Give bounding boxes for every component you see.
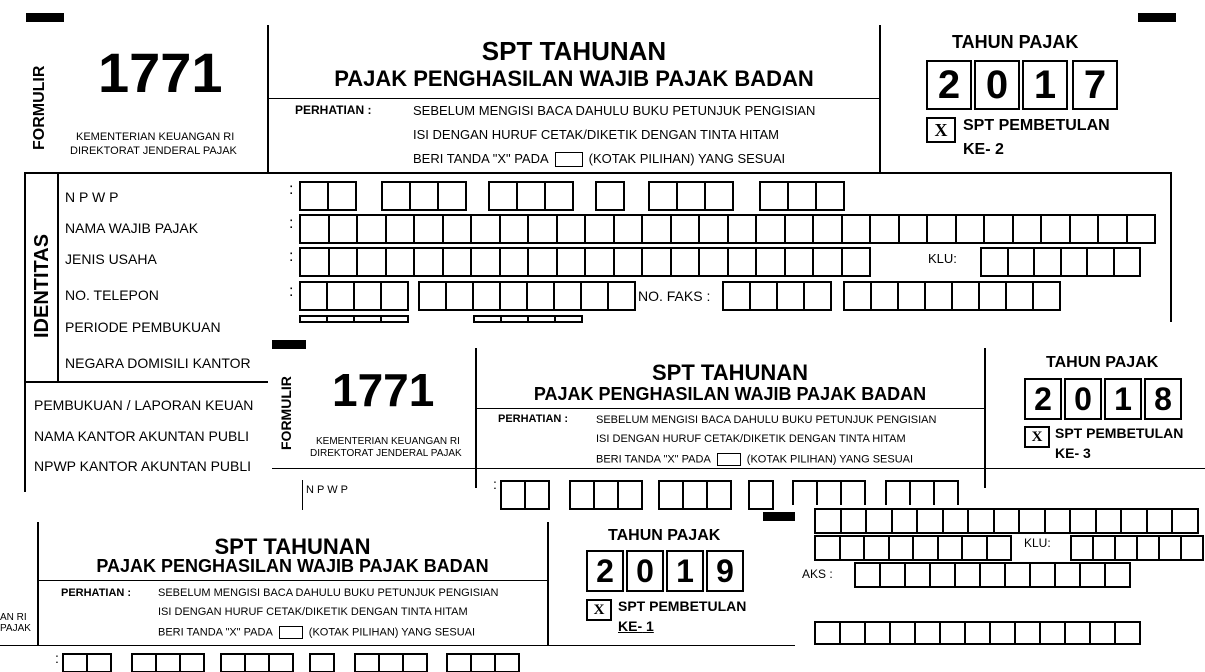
spt-pembetulan-label: SPT PEMBETULAN: [618, 598, 747, 614]
label-telepon: NO. TELEPON: [65, 287, 159, 303]
char-box[interactable]: [1069, 508, 1097, 534]
tahun-pajak-label: TAHUN PAJAK: [952, 32, 1079, 52]
char-box[interactable]: [939, 621, 966, 645]
char-box[interactable]: [380, 281, 409, 311]
char-box[interactable]: [787, 181, 817, 211]
char-box[interactable]: [356, 247, 387, 277]
perhatian-line-2: ISI DENGAN HURUF CETAK/DIKETIK DENGAN TINTA HITAM: [596, 433, 906, 445]
char-box[interactable]: [470, 247, 501, 277]
char-box[interactable]: [1114, 621, 1141, 645]
char-box[interactable]: [879, 562, 906, 588]
ke-label: KE- 2: [963, 141, 1004, 158]
label-periode: PERIODE PEMBUKUAN: [65, 319, 221, 335]
char-box[interactable]: [1054, 562, 1081, 588]
char-box[interactable]: [613, 214, 644, 244]
char-box[interactable]: [470, 653, 496, 672]
char-box[interactable]: [378, 653, 404, 672]
char-box[interactable]: [812, 214, 843, 244]
char-box[interactable]: [499, 281, 528, 311]
perhatian-line-3: BERI TANDA "X" PADA (KOTAK PILIHAN) YANG SESUAI: [158, 626, 476, 639]
char-box[interactable]: [1039, 621, 1066, 645]
char-box[interactable]: [914, 621, 941, 645]
char-box[interactable]: [418, 281, 447, 311]
title: SPT TAHUNAN: [481, 36, 667, 66]
char-box[interactable]: [1089, 621, 1116, 645]
char-box[interactable]: [698, 214, 729, 244]
spt-pembetulan-label: SPT PEMBETULAN: [1055, 425, 1184, 441]
char-box[interactable]: [727, 214, 758, 244]
char-box[interactable]: [442, 247, 473, 277]
ke-label: KE- 3: [1055, 445, 1091, 461]
char-box[interactable]: [916, 508, 944, 534]
form-number: 1771: [332, 364, 435, 416]
char-box[interactable]: [595, 181, 625, 211]
char-box[interactable]: [569, 480, 595, 510]
char-box[interactable]: [527, 315, 556, 323]
char-box[interactable]: [682, 480, 708, 510]
char-box[interactable]: [584, 214, 615, 244]
char-box[interactable]: [413, 247, 444, 277]
char-box[interactable]: [904, 562, 931, 588]
year-digit: 2: [1024, 378, 1062, 420]
char-box[interactable]: [593, 480, 619, 510]
char-box[interactable]: [912, 535, 939, 561]
corner-mark: [1138, 13, 1176, 22]
char-box[interactable]: [1136, 535, 1160, 561]
label-faks: NO. FAKS :: [638, 288, 711, 304]
char-box[interactable]: [1040, 214, 1071, 244]
char-box[interactable]: [613, 247, 644, 277]
char-box[interactable]: [942, 508, 970, 534]
char-box[interactable]: [299, 181, 329, 211]
year-digit: 8: [1144, 378, 1182, 420]
char-box[interactable]: [814, 621, 841, 645]
char-box[interactable]: [1079, 562, 1106, 588]
char-box[interactable]: [1005, 281, 1034, 311]
char-box[interactable]: [978, 281, 1007, 311]
corner-mark: [763, 512, 795, 521]
char-box[interactable]: [299, 214, 330, 244]
char-box[interactable]: [889, 621, 916, 645]
char-box[interactable]: [841, 214, 872, 244]
directorate-text: DIREKTORAT JENDERAL PAJAK: [310, 448, 462, 459]
char-box[interactable]: [499, 247, 530, 277]
char-box[interactable]: [951, 281, 980, 311]
perhatian-line-3: BERI TANDA "X" PADA (KOTAK PILIHAN) YANG SESUAI: [596, 453, 914, 466]
char-box[interactable]: [864, 621, 891, 645]
char-box[interactable]: [784, 214, 815, 244]
char-box[interactable]: [641, 247, 672, 277]
formulir-label: FORMULIR: [31, 65, 48, 150]
char-box[interactable]: [986, 535, 1013, 561]
char-box[interactable]: [86, 653, 112, 672]
subtitle: PAJAK PENGHASILAN WAJIB PAJAK BADAN: [533, 384, 927, 404]
char-box[interactable]: [993, 508, 1021, 534]
form-2018-fields: [790, 505, 1205, 672]
label-npwp-cut: N P W P: [306, 484, 348, 496]
perhatian-line-3: BERI TANDA "X" PADA (KOTAK PILIHAN) YANG SESUAI: [413, 151, 786, 166]
char-box[interactable]: [1014, 621, 1041, 645]
char-box[interactable]: [1018, 508, 1046, 534]
label-faks-cut: AKS :: [802, 567, 833, 581]
ministry-text: KEMENTERIAN KEUANGAN RI: [316, 436, 460, 447]
label-nama: NAMA WAJIB PAJAK: [65, 220, 199, 236]
char-box[interactable]: [409, 181, 439, 211]
char-box[interactable]: [961, 535, 988, 561]
form-2018: [268, 330, 1205, 510]
char-box[interactable]: [897, 281, 926, 311]
char-box[interactable]: [776, 281, 805, 311]
perhatian-label: PERHATIAN :: [61, 587, 132, 599]
char-box[interactable]: [356, 214, 387, 244]
colon: :: [289, 283, 294, 300]
char-box[interactable]: [553, 281, 582, 311]
char-box[interactable]: [1180, 535, 1204, 561]
char-box[interactable]: [445, 281, 474, 311]
char-box[interactable]: [1120, 508, 1148, 534]
char-box[interactable]: [527, 247, 558, 277]
char-box[interactable]: [326, 281, 355, 311]
char-box[interactable]: [299, 247, 330, 277]
char-box[interactable]: [755, 247, 786, 277]
char-box[interactable]: [865, 508, 893, 534]
identitas-label: IDENTITAS: [31, 233, 53, 338]
char-box[interactable]: [964, 621, 991, 645]
char-box[interactable]: [299, 315, 328, 323]
char-box[interactable]: [473, 315, 502, 323]
char-box[interactable]: [983, 214, 1014, 244]
perhatian-line-1: SEBELUM MENGISI BACA DAHULU BUKU PETUNJUK PENGISIAN: [413, 103, 816, 118]
char-box[interactable]: [326, 315, 355, 323]
char-box[interactable]: [676, 181, 706, 211]
char-box[interactable]: [354, 653, 380, 672]
char-box[interactable]: [1070, 535, 1094, 561]
char-box[interactable]: [1095, 508, 1123, 534]
char-box[interactable]: [437, 181, 467, 211]
year-digit: 1: [1104, 378, 1142, 420]
char-box[interactable]: [268, 653, 294, 672]
char-box[interactable]: [1086, 247, 1115, 277]
subtitle: PAJAK PENGHASILAN WAJIB PAJAK BADAN: [96, 556, 489, 576]
year-digit: 7: [1072, 60, 1118, 110]
char-box[interactable]: [839, 535, 866, 561]
char-box[interactable]: [385, 214, 416, 244]
char-box[interactable]: [967, 508, 995, 534]
char-box[interactable]: [1158, 535, 1182, 561]
char-box[interactable]: [814, 535, 841, 561]
char-box[interactable]: [979, 562, 1006, 588]
char-box[interactable]: [870, 281, 899, 311]
char-box[interactable]: [863, 535, 890, 561]
char-box[interactable]: [524, 480, 550, 510]
char-box[interactable]: [869, 214, 900, 244]
year-digit: 2: [926, 60, 972, 110]
char-box[interactable]: [1033, 247, 1062, 277]
char-box[interactable]: [554, 315, 583, 323]
char-box[interactable]: [955, 214, 986, 244]
char-box[interactable]: [980, 247, 1009, 277]
char-box[interactable]: [924, 281, 953, 311]
char-box[interactable]: [353, 315, 382, 323]
char-box[interactable]: [1146, 508, 1174, 534]
label-klu: KLU:: [928, 251, 957, 266]
form-number: 1771: [98, 41, 223, 104]
char-box[interactable]: [499, 214, 530, 244]
char-box[interactable]: [1113, 247, 1142, 277]
pembetulan-checkbox[interactable]: X: [586, 599, 612, 621]
char-box[interactable]: [353, 281, 382, 311]
subtitle: PAJAK PENGHASILAN WAJIB PAJAK BADAN: [334, 66, 814, 91]
perhatian-line-2: ISI DENGAN HURUF CETAK/DIKETIK DENGAN TINTA HITAM: [413, 127, 779, 142]
char-box[interactable]: [954, 562, 981, 588]
char-box[interactable]: [1007, 247, 1036, 277]
char-box[interactable]: [556, 247, 587, 277]
char-box[interactable]: [926, 214, 957, 244]
char-box[interactable]: [670, 247, 701, 277]
char-box[interactable]: [755, 214, 786, 244]
char-box[interactable]: [854, 562, 881, 588]
char-box[interactable]: [803, 281, 832, 311]
char-box[interactable]: [1104, 562, 1131, 588]
char-box[interactable]: [472, 281, 501, 311]
char-box[interactable]: [841, 247, 872, 277]
title: SPT TAHUNAN: [214, 534, 371, 559]
colon: :: [493, 476, 497, 492]
char-box[interactable]: [1004, 562, 1031, 588]
char-box[interactable]: [839, 621, 866, 645]
char-box[interactable]: [1126, 214, 1157, 244]
char-box[interactable]: [380, 315, 409, 323]
char-box[interactable]: [658, 480, 684, 510]
char-box[interactable]: [413, 214, 444, 244]
char-box[interactable]: [556, 214, 587, 244]
char-box[interactable]: [442, 214, 473, 244]
char-box[interactable]: [584, 247, 615, 277]
label-jenis: JENIS USAHA: [65, 251, 157, 267]
char-box[interactable]: [446, 653, 472, 672]
label-klu: KLU:: [1024, 536, 1051, 550]
label-negara: NEGARA DOMISILI KANTOR: [65, 355, 251, 371]
pembetulan-checkbox[interactable]: X: [1024, 426, 1050, 448]
char-box[interactable]: [328, 247, 359, 277]
directorate-text-cut: PAJAK: [0, 623, 31, 634]
char-box[interactable]: [749, 281, 778, 311]
ke-label: KE- 1: [618, 618, 654, 634]
char-box[interactable]: [131, 653, 157, 672]
char-box[interactable]: [500, 480, 526, 510]
char-box[interactable]: [155, 653, 181, 672]
corner-mark: [26, 13, 64, 22]
char-box[interactable]: [1097, 214, 1128, 244]
char-box[interactable]: [898, 214, 929, 244]
char-box[interactable]: [470, 214, 501, 244]
pembetulan-checkbox[interactable]: X: [926, 117, 956, 143]
ministry-text: KEMENTERIAN KEUANGAN RI: [76, 131, 235, 143]
directorate-text: DIREKTORAT JENDERAL PAJAK: [70, 145, 237, 157]
char-box[interactable]: [929, 562, 956, 588]
char-box[interactable]: [814, 508, 842, 534]
colon: :: [289, 248, 294, 265]
char-box[interactable]: [891, 508, 919, 534]
tahun-pajak-label: TAHUN PAJAK: [608, 527, 721, 544]
label-npwp: N P W P: [65, 189, 119, 205]
char-box[interactable]: [327, 181, 357, 211]
char-box[interactable]: [1064, 621, 1091, 645]
char-box[interactable]: [527, 214, 558, 244]
char-box[interactable]: [748, 480, 774, 510]
char-box[interactable]: [840, 508, 868, 534]
formulir-label: FORMULIR: [278, 376, 294, 450]
char-box[interactable]: [1029, 562, 1056, 588]
char-box[interactable]: [328, 214, 359, 244]
colon: :: [289, 215, 294, 232]
char-box[interactable]: [381, 181, 411, 211]
char-box[interactable]: [641, 214, 672, 244]
year-digit: 0: [626, 550, 664, 592]
char-box[interactable]: [617, 480, 643, 510]
char-box[interactable]: [309, 653, 335, 672]
corner-mark: [272, 340, 306, 349]
char-box[interactable]: [402, 653, 428, 672]
label-pembukuan: PEMBUKUAN / LAPORAN KEUAN: [34, 397, 254, 413]
char-box[interactable]: [815, 181, 845, 211]
char-box[interactable]: [704, 181, 734, 211]
char-box[interactable]: [1092, 535, 1116, 561]
year-digit: 0: [1064, 378, 1102, 420]
colon: :: [55, 650, 59, 666]
char-box[interactable]: [516, 181, 546, 211]
char-box[interactable]: [989, 621, 1016, 645]
year-digit: 2: [586, 550, 624, 592]
year-digit: 0: [974, 60, 1020, 110]
char-box[interactable]: [784, 247, 815, 277]
char-box[interactable]: [698, 247, 729, 277]
perhatian-label: PERHATIAN :: [295, 103, 372, 117]
perhatian-line-2: ISI DENGAN HURUF CETAK/DIKETIK DENGAN TINTA HITAM: [158, 606, 468, 618]
year-digit: 9: [706, 550, 744, 592]
char-box[interactable]: [1044, 508, 1072, 534]
perhatian-line-1: SEBELUM MENGISI BACA DAHULU BUKU PETUNJUK PENGISIAN: [158, 587, 499, 599]
char-box[interactable]: [1069, 214, 1100, 244]
char-box[interactable]: [706, 480, 732, 510]
char-box[interactable]: [580, 281, 609, 311]
char-box[interactable]: [1012, 214, 1043, 244]
char-box[interactable]: [62, 653, 88, 672]
char-box[interactable]: [1171, 508, 1199, 534]
perhatian-label: PERHATIAN :: [498, 413, 569, 425]
char-box[interactable]: [526, 281, 555, 311]
char-box[interactable]: [220, 653, 246, 672]
form-2019: [0, 512, 795, 672]
char-box[interactable]: [1032, 281, 1061, 311]
char-box[interactable]: [1114, 535, 1138, 561]
char-box[interactable]: [488, 181, 518, 211]
char-box[interactable]: [648, 181, 678, 211]
char-box[interactable]: [722, 281, 751, 311]
colon: :: [289, 181, 294, 198]
char-box[interactable]: [494, 653, 520, 672]
char-box[interactable]: [385, 247, 416, 277]
year-digit: 1: [666, 550, 704, 592]
char-box[interactable]: [759, 181, 789, 211]
char-box[interactable]: [670, 214, 701, 244]
char-box[interactable]: [299, 281, 328, 311]
char-box[interactable]: [544, 181, 574, 211]
char-box[interactable]: [843, 281, 872, 311]
perhatian-line-1: SEBELUM MENGISI BACA DAHULU BUKU PETUNJUK PENGISIAN: [596, 414, 937, 426]
tahun-pajak-label: TAHUN PAJAK: [1046, 354, 1159, 371]
char-box[interactable]: [727, 247, 758, 277]
year-digit: 1: [1022, 60, 1068, 110]
spt-pembetulan-label: SPT PEMBETULAN: [963, 117, 1110, 134]
char-box[interactable]: [888, 535, 915, 561]
char-box[interactable]: [500, 315, 529, 323]
char-box[interactable]: [607, 281, 636, 311]
ministry-text-cut: AN RI: [0, 612, 27, 623]
title: SPT TAHUNAN: [651, 360, 809, 385]
char-box[interactable]: [179, 653, 205, 672]
label-nama-kantor: NAMA KANTOR AKUNTAN PUBLI: [34, 428, 249, 444]
char-box[interactable]: [937, 535, 964, 561]
label-npwp-kantor: NPWP KANTOR AKUNTAN PUBLI: [34, 458, 252, 474]
char-box[interactable]: [812, 247, 843, 277]
char-box[interactable]: [1060, 247, 1089, 277]
char-box[interactable]: [244, 653, 270, 672]
